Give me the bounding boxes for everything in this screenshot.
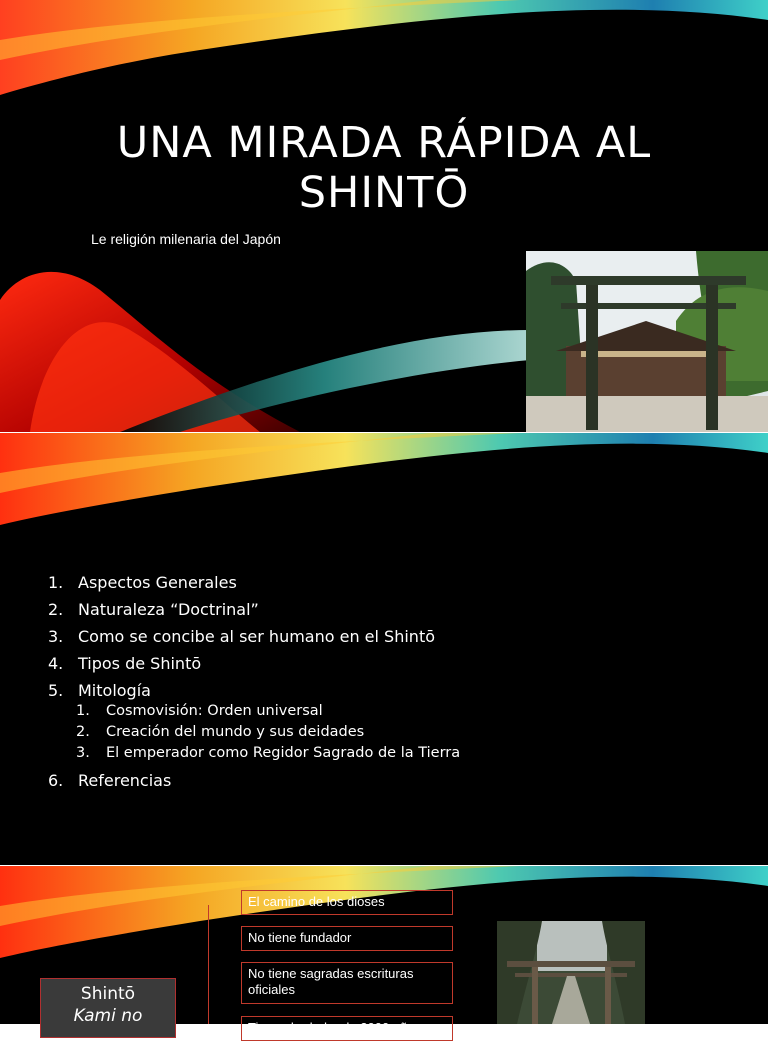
table-of-contents bbox=[48, 571, 460, 796]
list-item: 5. Mitología bbox=[48, 681, 151, 700]
list-item: 6. Referencias bbox=[48, 771, 172, 790]
list-item: 1. Aspectos Generales bbox=[48, 573, 237, 592]
list-item: 4. Tipos de Shintō bbox=[48, 654, 202, 673]
slide-title bbox=[60, 118, 708, 218]
list-item: 2. Naturaleza “Doctrinal” bbox=[48, 600, 259, 619]
shinto-label-box bbox=[40, 978, 176, 1038]
sub-list-item: 3. El emperador como Regidor Sagrado de la Tierra bbox=[76, 745, 461, 761]
title-line-2: SHINTŌ bbox=[298, 168, 470, 218]
title-line-1: UNA MIRADA RÁPIDA AL bbox=[116, 118, 652, 168]
connector-line bbox=[208, 905, 209, 1024]
shinto-line-2: Kami no bbox=[73, 1006, 143, 1026]
shrine-path-photo bbox=[497, 921, 645, 1024]
contents-slide bbox=[0, 433, 768, 865]
torii-gate-photo bbox=[526, 251, 768, 432]
info-box: Tiene alrededor de 2000 años bbox=[241, 1016, 453, 1041]
slide-subtitle: Le religión milenaria del Japón bbox=[91, 231, 281, 247]
info-box: El camino de los dioses bbox=[241, 890, 453, 915]
list-item: 3. Como se concibe al ser humano en el Shintō bbox=[48, 627, 435, 646]
info-box: No tiene fundador bbox=[241, 926, 453, 951]
info-box: No tiene sagradas escrituras oficiales bbox=[241, 962, 453, 1004]
sub-list-item: 2. Creación del mundo y sus deidades bbox=[76, 724, 365, 740]
shinto-line-1: Shintō bbox=[80, 984, 136, 1004]
sub-list-item: 1. Cosmovisión: Orden universal bbox=[76, 703, 323, 719]
title-slide bbox=[0, 0, 768, 432]
